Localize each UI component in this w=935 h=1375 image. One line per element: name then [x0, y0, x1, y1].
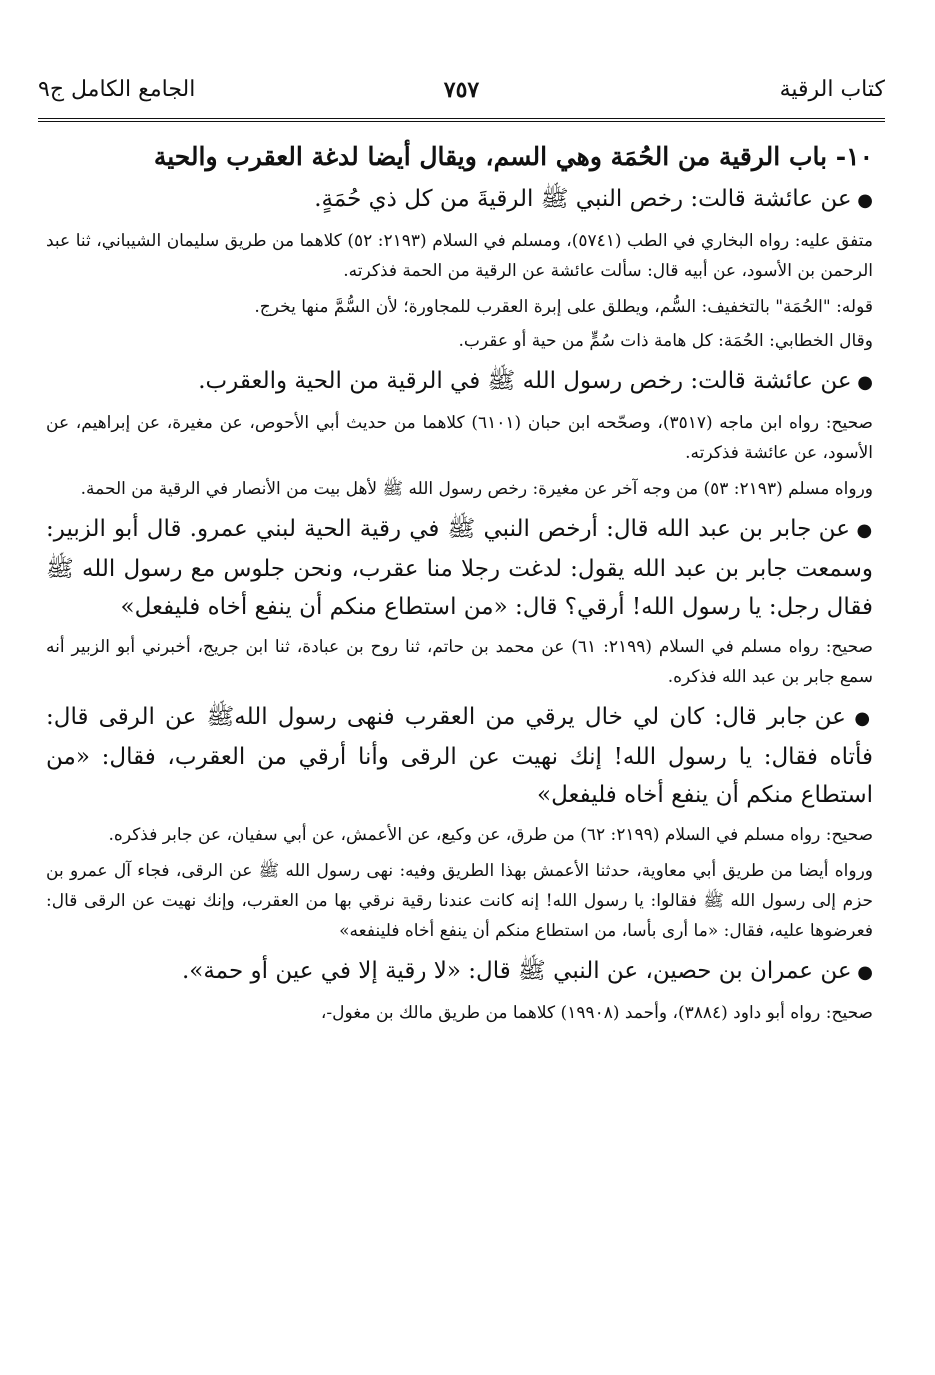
hadith-text: ● عن عمران بن حصين، عن النبي ﷺ قال: «لا رقية إلا في عين أو حمة». [46, 952, 873, 992]
takhrij-note: صحيح: رواه ابن ماجه (٣٥١٧)، وصحّحه ابن حبان (٦١٠١) كلاهما من حديث أبي الأحوص، عن مغيرة، عن إبراهيم، عن الأسود، عن عائشة فذكرته. [46, 413, 873, 463]
hadith-text: ● عن جابر قال: كان لي خال يرقي من العقرب فنهى رسول اللهﷺ عن الرقى قال: فأتاه فقال: يا رسول الله! إنك نهيت عن الرقى وأنا أرقي من العقرب، فقال: «من استطاع منكم أن ينفع أخاه فليفعل» [46, 698, 873, 814]
section-title: ١٠- باب الرقية من الحُمَة وهي السم، ويقال أيضا لدغة العقرب والحية [153, 142, 873, 171]
page-body [46, 138, 873, 1034]
chapter-name: كتاب الرقية [779, 77, 885, 102]
book-title: الجامع الكامل ج٩ [38, 77, 196, 102]
header-rule [38, 118, 885, 122]
running-header [38, 70, 885, 110]
explanation-note: وقال الخطابي: الحُمَة: كل هامة ذات سُمٍّ من حية أو عقرب. [458, 331, 873, 351]
hadith-text: ● عن عائشة قالت: رخص النبي ﷺ الرقيةَ من كل ذي حُمَةٍ. [46, 180, 873, 220]
hadith-text: ● عن عائشة قالت: رخص رسول الله ﷺ في الرقية من الحية والعقرب. [46, 362, 873, 402]
explanation-note: قوله: "الحُمَة" بالتخفيف: السُّم، ويطلق على إبرة العقرب للمجاورة؛ لأن السُّمَّ منها يخرج. [254, 297, 873, 317]
takhrij-note: صحيح: رواه مسلم في السلام (٢١٩٩: ٦١) عن محمد بن حاتم، ثنا روح بن عبادة، ثنا ابن جريج، أخبرني أبو الزبير أنه سمع جابر بن عبد الله فذكره. [46, 637, 873, 687]
hadith-text: ● عن جابر بن عبد الله قال: أرخص النبي ﷺ في رقية الحية لبني عمرو. قال أبو الزبير: وسمعت جابر بن عبد الله يقول: لدغت رجلا منا عقرب، ونحن جلوس مع رسول الله ﷺ فقال رجل: يا رسول الله! أرقي؟ قال: «من استطاع منكم أن ينفع أخاه فليفعل» [46, 510, 873, 626]
takhrij-note: صحيح: رواه مسلم في السلام (٢١٩٩: ٦٢) من طرق، عن وكيع، عن الأعمش، عن أبي سفيان، عن جابر فذكره. [108, 825, 873, 845]
takhrij-note: ورواه مسلم (٢١٩٣: ٥٣) من وجه آخر عن مغيرة: رخص رسول الله ﷺ لأهل بيت من الأنصار في الرقية من الحمة. [80, 479, 873, 499]
takhrij-note: صحيح: رواه أبو داود (٣٨٨٤)، وأحمد (١٩٩٠٨) كلاهما من طريق مالك بن مغول-، [320, 1003, 873, 1023]
takhrij-note: ورواه أيضا من طريق أبي معاوية، حدثنا الأعمش بهذا الطريق وفيه: نهى رسول الله ﷺ عن الرقى، فجاء آل عمرو بن حزم إلى رسول الله ﷺ فقالوا: يا رسول الله! إنه كانت عندنا رقية نرقي بها من العقرب، وإنك نهيت عن الرقى قال: فعرضوها عليه، فقال: «ما أرى بأسا، من استطاع منكم أن ينفع أخاه فلينفعه» [46, 861, 873, 941]
takhrij-note: متفق عليه: رواه البخاري في الطب (٥٧٤١)، ومسلم في السلام (٢١٩٣: ٥٢) كلاهما من طريق سليمان الشيباني، ثنا عبد الرحمن بن الأسود، عن أبيه قال: سألت عائشة عن الرقية من الحمة فذكرته. [46, 231, 873, 281]
page-number: ٧٥٧ [443, 77, 480, 103]
